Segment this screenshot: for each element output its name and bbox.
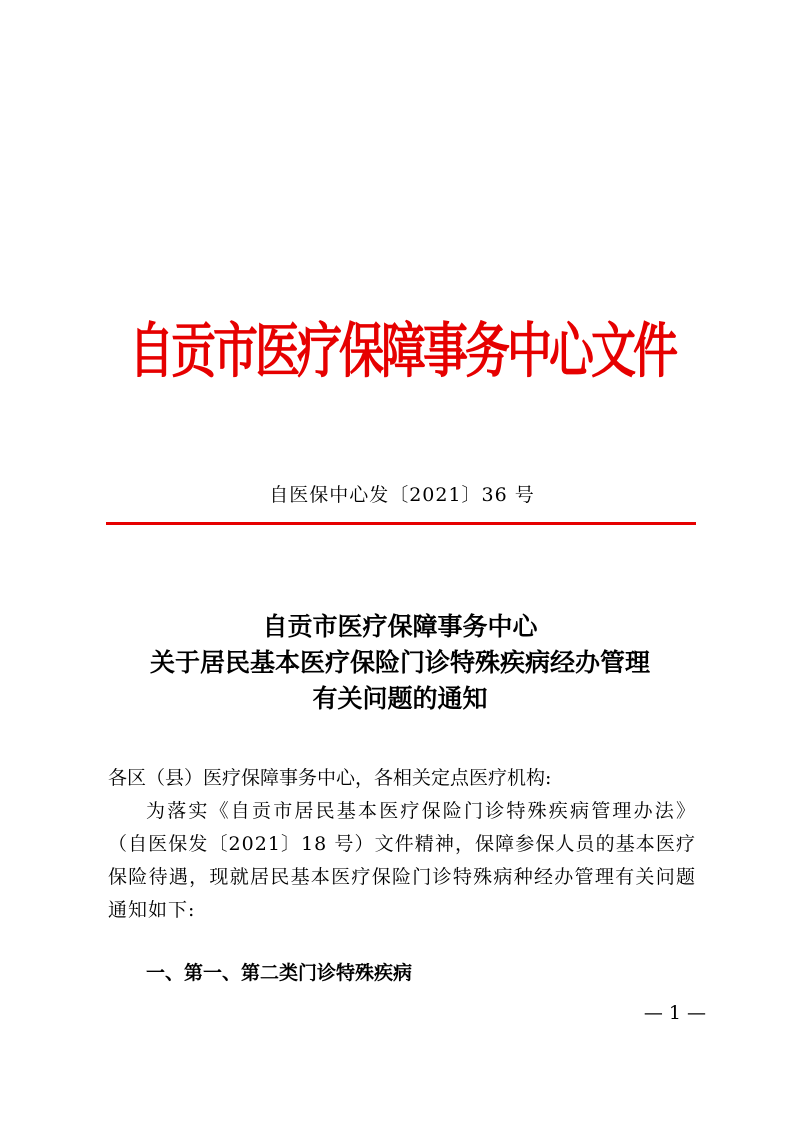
title-line-2: 关于居民基本医疗保险门诊特殊疾病经办管理 [149,648,650,677]
title-line-1: 自贡市医疗保障事务中心 [262,612,538,641]
document-number: 自医保中心发〔2021〕36 号 [269,484,535,506]
document-masthead: 自贡市医疗保障事务中心文件 [128,315,675,386]
document-title [90,609,710,717]
salutation: 各区（县）医疗保障事务中心，各相关定点医疗机构: [108,767,552,789]
title-line-3: 有关问题的通知 [312,684,488,713]
section-heading: 一、第一、第二类门诊特殊疾病 [146,962,413,984]
body-paragraph: 为落实《自贡市居民基本医疗保险门诊特殊疾病管理办法》（自医保发〔2021〕18 号）文件精神，保障参保人员的基本医疗保险待遇，现就居民基本医疗保险门诊特殊病种经办管理有关问题通知如下: [108,800,696,921]
page-number: — 1 — [643,1002,706,1024]
red-divider-line [106,522,696,525]
document-body [108,762,696,927]
